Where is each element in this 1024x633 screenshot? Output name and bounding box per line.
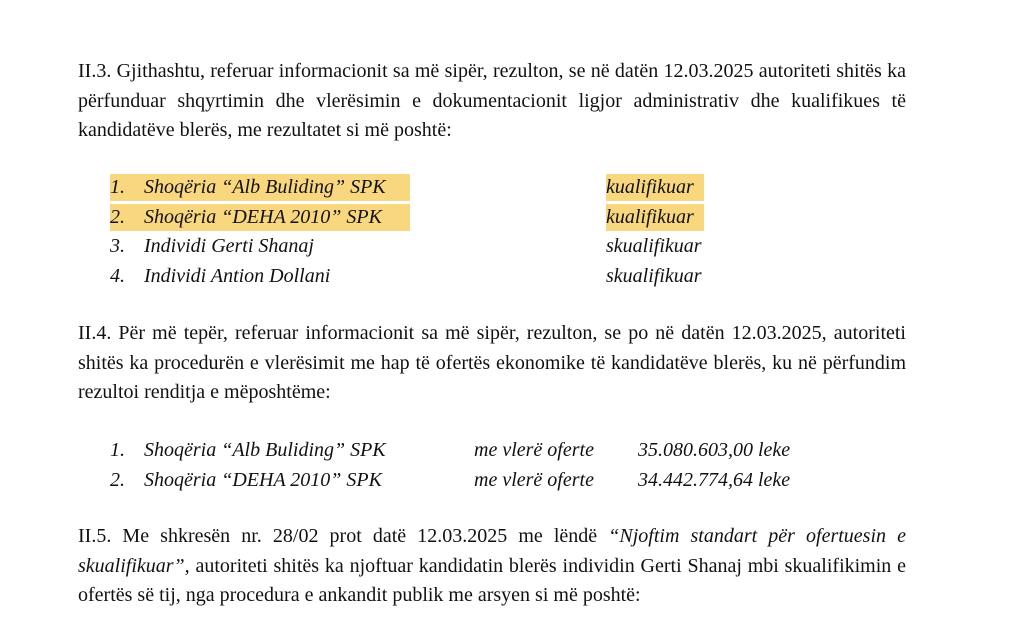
subject-quote: “Njoftim standart për ofertuesin e skualifikuar”, bbox=[78, 525, 906, 577]
paragraph-ii5-lead: II.5. Me shkresën nr. 28/02 prot datë 12.03.2025 me lëndë bbox=[78, 525, 609, 547]
item-number: 4. bbox=[110, 264, 125, 287]
list-item bbox=[0, 203, 1024, 233]
list-item bbox=[0, 232, 1024, 262]
offers-list bbox=[0, 436, 1024, 495]
candidate-status: skualifikuar bbox=[606, 264, 702, 287]
item-number: 2. bbox=[110, 468, 125, 491]
candidate-status: kualifikuar bbox=[606, 176, 694, 198]
item-number: 3. bbox=[110, 235, 125, 257]
bidder-name: Shoqëria “DEHA 2010” SPK bbox=[144, 468, 382, 491]
paragraph-ii4: II.4. Për më tepër, referuar informacionit sa më sipër, rezulton, se po në datën 12.03.2025, autoriteti shitës ka procedurën e vlerësimit me hap të ofertës ekonomike të kandidatëve blerës, ku në përfundim rezultoi renditja e mëposhtëme: bbox=[78, 322, 906, 403]
offer-value: 35.080.603,00 leke bbox=[638, 439, 791, 461]
candidate-name: Shoqëria “DEHA 2010” SPK bbox=[144, 205, 382, 228]
candidate-status: skualifikuar bbox=[606, 235, 702, 257]
paragraph-ii5-rest: autoriteti shitës ka njoftuar kandidatin blerës individin Gerti Shanaj mbi skualifikimin e ofertës së tij, nga procedura e ankandit publik me arsyen si më poshtë: bbox=[78, 554, 906, 606]
list-item bbox=[0, 262, 1024, 292]
paragraph-ii5 bbox=[78, 522, 906, 611]
list-item bbox=[0, 466, 1024, 496]
candidate-name: Shoqëria “Alb Buliding” SPK bbox=[144, 176, 386, 198]
candidate-status: kualifikuar bbox=[606, 205, 694, 228]
bidder-name: Shoqëria “Alb Buliding” SPK bbox=[144, 439, 386, 461]
offer-label: me vlerë oferte bbox=[474, 439, 594, 461]
candidate-name: Individi Antion Dollani bbox=[144, 264, 331, 287]
list-item bbox=[0, 173, 1024, 203]
list-item bbox=[0, 436, 1024, 466]
item-number: 2. bbox=[110, 205, 125, 228]
paragraph-ii3: II.3. Gjithashtu, referuar informacionit sa më sipër, rezulton, se në datën 12.03.2025 autoriteti shitës ka përfunduar shqyrtimin dhe vlerësimin e dokumentacionit ligjor administrativ dhe kualifikues të kandidatëve blerës, me rezultatet si më poshtë: bbox=[78, 60, 906, 141]
candidates-list bbox=[0, 173, 1024, 291]
item-number: 1. bbox=[110, 439, 125, 461]
item-number: 1. bbox=[110, 176, 125, 198]
candidate-name: Individi Gerti Shanaj bbox=[144, 235, 314, 257]
offer-label: me vlerë oferte bbox=[474, 468, 594, 491]
offer-value: 34.442.774,64 leke bbox=[638, 468, 791, 491]
